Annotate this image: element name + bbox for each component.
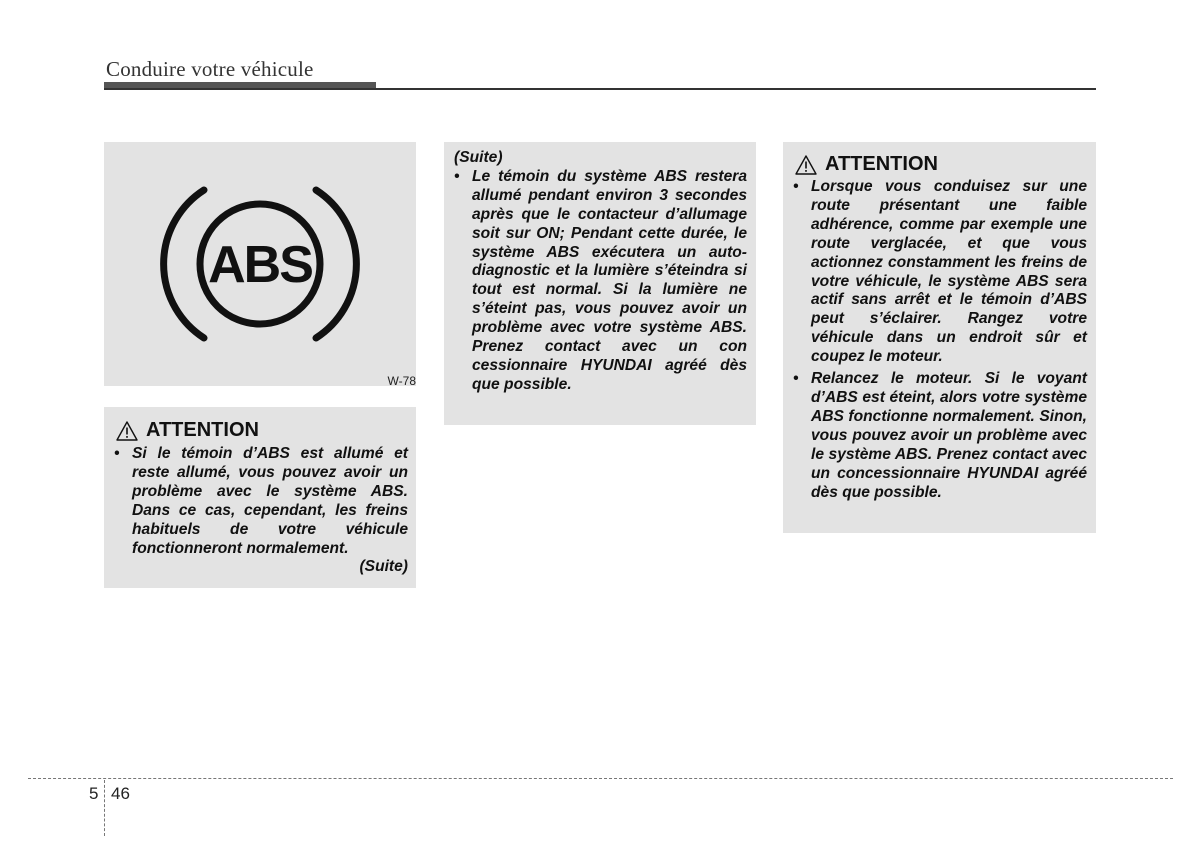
continued-label: (Suite) bbox=[359, 558, 408, 576]
attention-text bbox=[793, 178, 1087, 502]
page-number: 46 bbox=[111, 784, 130, 803]
attention-text bbox=[114, 445, 408, 577]
attention-title: ATTENTION bbox=[146, 419, 259, 441]
header-rule bbox=[104, 88, 1096, 90]
chapter-number: 5 bbox=[89, 784, 99, 803]
attention-title: ATTENTION bbox=[825, 153, 938, 175]
continued-heading: (Suite) bbox=[454, 149, 503, 166]
warning-triangle-icon bbox=[795, 155, 817, 175]
abs-label: ABS bbox=[208, 236, 312, 294]
abs-figure bbox=[104, 142, 416, 386]
bullet-item: • Relancez le moteur. Si le voyant d’ABS est éteint, alors votre système ABS fonctionne normalement. Sinon, vous pouvez avoir un problème avec le système ABS. Prenez contact avec un concessionnaire HYUNDAI agréé dès que possible. bbox=[793, 370, 1087, 501]
bullet-item: • Si le témoin d’ABS est allumé et reste allumé, vous pouvez avoir un problème avec le système ABS. Dans ce cas, cependant, les freins habituels de votre véhicule fonctionneront normalement. bbox=[114, 445, 408, 557]
attention-heading bbox=[795, 153, 938, 176]
footer-rule bbox=[28, 778, 1173, 779]
footer-divider bbox=[104, 780, 105, 836]
section-title: Conduire votre véhicule bbox=[106, 57, 314, 81]
bullet-item: • Lorsque vous conduisez sur une route présentant une faible adhérence, comme par exemple une route verglacée, et que vous actionnez constamment les freins de votre véhicule, le système ABS sera actif sans arrêt et le témoin d’ABS peut s’éclairer. Rangez votre véhicule dans un endroit sûr et coupez le moteur. bbox=[793, 178, 1087, 366]
continuation-text bbox=[454, 149, 747, 395]
abs-warning-light-icon bbox=[104, 142, 416, 386]
attention-box-right bbox=[783, 142, 1096, 533]
attention-box-left bbox=[104, 407, 416, 588]
bullet-item: • Le témoin du système ABS restera allumé pendant environ 3 secondes après que le contacteur d’allumage soit sur ON; Pendant cette durée, le système ABS exécutera un auto-diagnostic et la lumière s’éteindra si tout est normal. Si la lumière ne s’éteint pas, vous pouvez avoir un problème avec votre système ABS. Prenez contact avec un con cessionnaire HYUNDAI agréé dès que possible. bbox=[454, 167, 747, 393]
figure-code: W-78 bbox=[387, 374, 416, 388]
continuation-box bbox=[444, 142, 756, 425]
attention-heading bbox=[116, 419, 259, 442]
warning-triangle-icon bbox=[116, 421, 138, 441]
